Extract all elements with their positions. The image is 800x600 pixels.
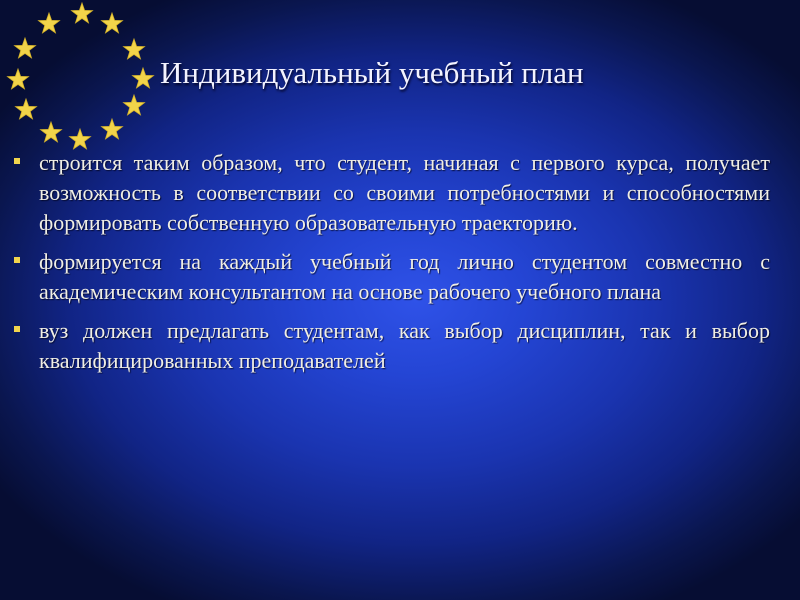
- square-bullet-icon: [14, 326, 20, 332]
- star-icon: [102, 13, 123, 33]
- slide-title: Индивидуальный учебный план: [160, 55, 584, 90]
- bullet-list: [14, 148, 770, 385]
- bullet-item: [14, 148, 770, 238]
- bullet-text: вуз должен предлагать студентам, как выбор дисциплин, так и выбор квалифицированных преподавателей: [39, 318, 770, 373]
- star-icon: [39, 13, 60, 33]
- star-icon: [16, 99, 37, 119]
- star-icon: [15, 38, 36, 58]
- star-circle-decoration: [0, 0, 170, 165]
- star-icon: [41, 122, 62, 142]
- star-icon: [133, 68, 154, 88]
- star-icon: [124, 39, 145, 59]
- bullet-item: [14, 316, 770, 376]
- square-bullet-icon: [14, 158, 20, 164]
- star-icon: [72, 3, 93, 23]
- bullet-text: строится таким образом, что студент, начиная с первого курса, получает возможность в соответствии со своими потребностями и способностями формировать собственную образовательную траекторию.: [39, 150, 770, 235]
- star-icon: [70, 129, 91, 149]
- square-bullet-icon: [14, 257, 20, 263]
- bullet-text: формируется на каждый учебный год лично студентом совместно с академическим консультантом на основе рабочего учебного плана: [39, 249, 770, 304]
- star-icon: [102, 119, 123, 139]
- bullet-item: [14, 247, 770, 307]
- star-icon: [8, 69, 29, 89]
- star-icon: [124, 95, 145, 115]
